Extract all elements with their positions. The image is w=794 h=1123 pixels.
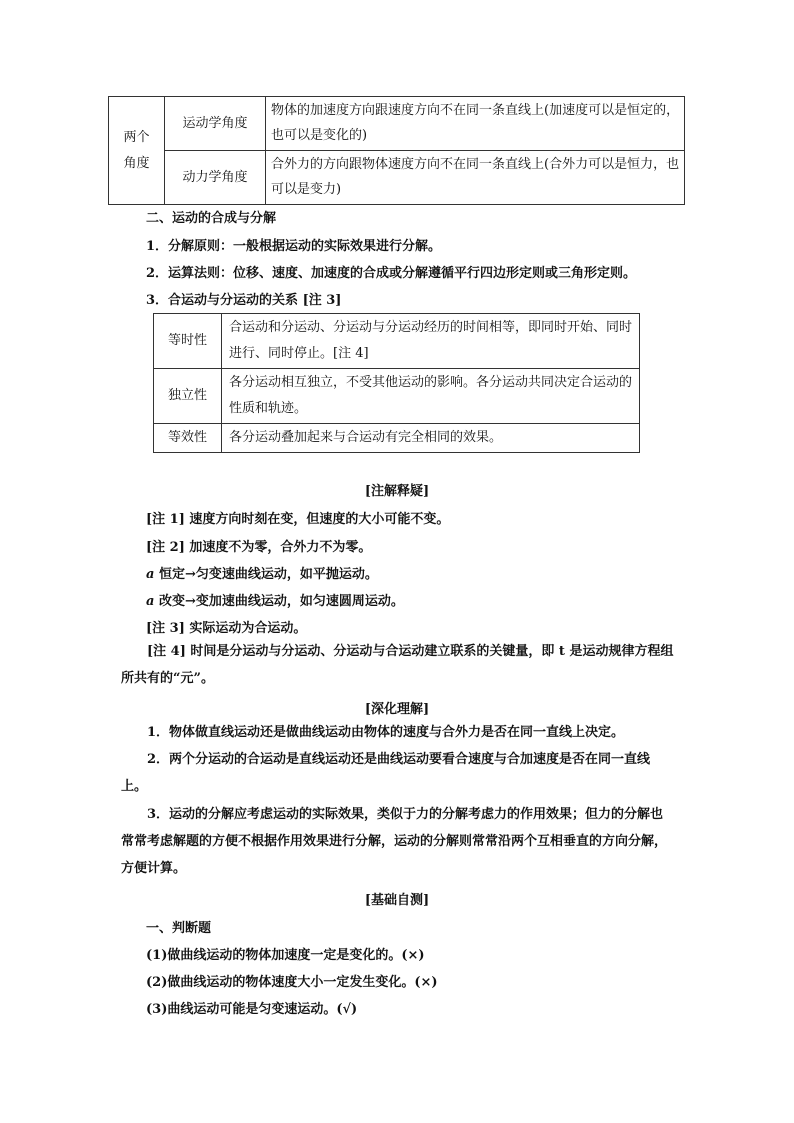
relation-text-cell <box>222 424 640 453</box>
curve-condition-table <box>108 96 685 205</box>
relation-key: 独立性 <box>167 388 207 403</box>
aspect-text-cell <box>266 151 685 205</box>
selftest-heading: [基础自测] <box>364 893 430 908</box>
deep-p3: 3．运动的分解应考虑运动的实际效果，类似于力的分解考虑力的作用效果；但力的分解也常常考虑解题的方便不根据作用效果进行分解，运动的分解则常常沿两个互相垂直的方向分解，方便计算。 <box>121 807 668 876</box>
deep-p2: 2．两个分运动的合运动是直线运动还是曲线运动要看合速度与合加速度是否在同一直线上。 <box>121 752 651 794</box>
section-item-1: 1．分解原则：一般根据运动的实际效果进行分解。 <box>146 239 442 254</box>
relation-key: 等效性 <box>167 430 207 445</box>
note-3: [注 3] 实际运动为合运动。 <box>146 621 307 636</box>
relation-text-cell <box>222 369 640 424</box>
relation-key-cell <box>154 314 222 369</box>
relation-key: 等时性 <box>167 333 207 348</box>
judgement-heading: 一、判断题 <box>146 921 212 936</box>
note-2a-text: 恒定→匀变速曲线运动，如平抛运动。 <box>154 567 378 582</box>
question-1: (1)做曲线运动的物体加速度一定是变化的。(×) <box>146 948 425 963</box>
aspect-text-cell <box>266 97 685 151</box>
note-2a <box>146 563 378 582</box>
relation-text: 各分运动叠加起来与合运动有完全相同的效果。 <box>229 430 503 445</box>
symbol-a: a <box>146 594 155 609</box>
aspect-label: 动力学角度 <box>182 170 248 185</box>
section-heading: 二、运动的合成与分解 <box>146 211 277 226</box>
question-3: (3)曲线运动可能是匀变速运动。(√) <box>146 1002 358 1017</box>
section-item-2: 2．运算法则：位移、速度、加速度的合成或分解遵循平行四边形定则或三角形定则。 <box>146 266 637 281</box>
aspect-cell <box>165 151 266 205</box>
notes-heading: [注解释疑] <box>364 484 430 499</box>
symbol-a: a <box>146 567 155 582</box>
relation-table <box>153 313 640 453</box>
question-2: (2)做曲线运动的物体速度大小一定发生变化。(×) <box>146 975 438 990</box>
aspect-text: 合外力的方向跟物体速度方向不在同一条直线上(合外力可以是恒力，也可以是变力) <box>271 157 680 197</box>
note-2b <box>146 590 404 609</box>
deep-p1: 1．物体做直线运动还是做曲线运动由物体的速度与合外力是否在同一直线上决定。 <box>147 725 625 740</box>
relation-key-cell <box>154 424 222 453</box>
aspect-text: 物体的加速度方向跟速度方向不在同一条直线上(加速度可以是恒定的，也可以是变化的) <box>271 103 680 143</box>
note-4: [注 4] 时间是分运动与分运动、分运动与合运动建立联系的关键量，即 t 是运动规律方程组所共有的“元”。 <box>121 644 674 686</box>
deep-heading: [深化理解] <box>364 702 430 717</box>
relation-key-cell <box>154 369 222 424</box>
note-1: [注 1] 速度方向时刻在变，但速度的大小可能不变。 <box>146 512 450 527</box>
relation-text: 合运动和分运动、分运动与分运动经历的时间相等，即同时开始、同时进行、同时停止。[注 4] <box>229 320 633 361</box>
relation-text: 各分运动相互独立，不受其他运动的影响。各分运动共同决定合运动的性质和轨迹。 <box>229 375 633 416</box>
section-item-3: 3．合运动与分运动的关系 [注 3] <box>146 293 342 308</box>
note-2: [注 2] 加速度不为零，合外力不为零。 <box>146 540 372 555</box>
note-2b-text: 改变→变加速曲线运动，如匀速圆周运动。 <box>154 594 404 609</box>
group-label-cell <box>109 97 165 205</box>
group-label: 两个角度 <box>123 129 150 171</box>
aspect-label: 运动学角度 <box>182 116 248 131</box>
relation-text-cell <box>222 314 640 369</box>
aspect-cell <box>165 97 266 151</box>
